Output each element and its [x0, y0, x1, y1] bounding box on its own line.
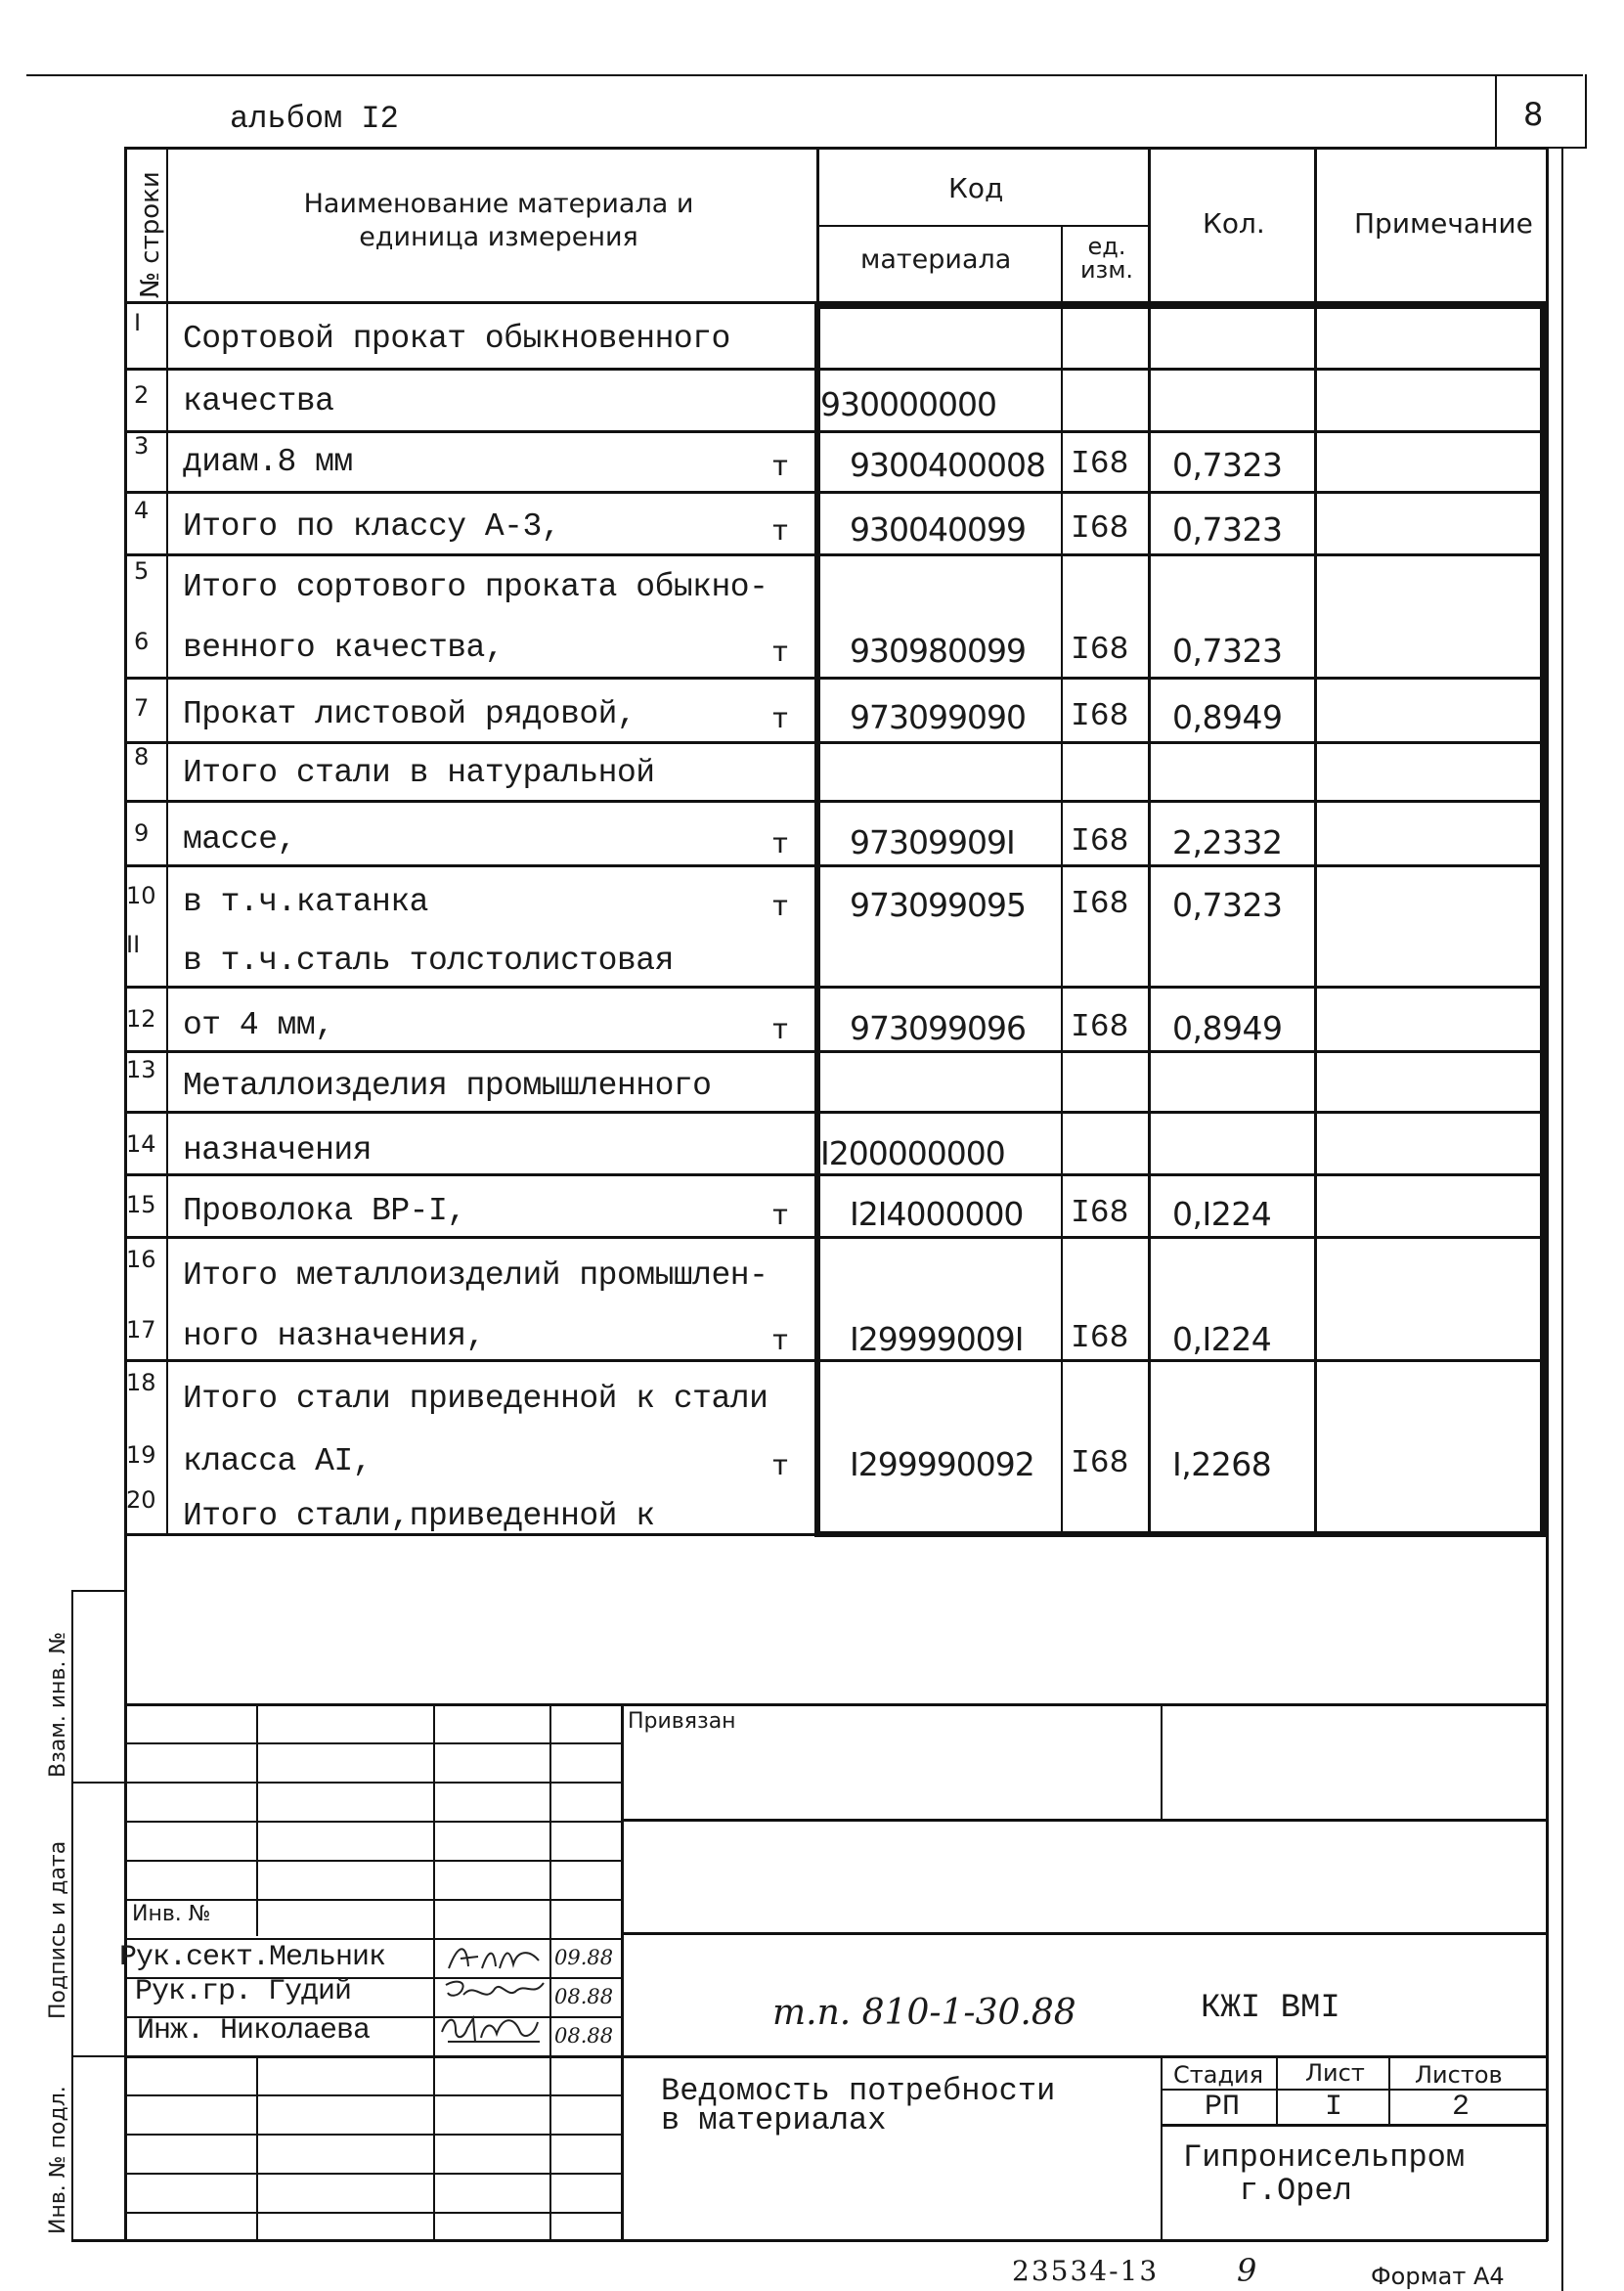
material-name: Итого по классу А-3,	[183, 508, 561, 545]
row-number: 6	[134, 628, 150, 655]
row-number: 4	[134, 497, 150, 524]
header-code-material: материала	[860, 244, 1012, 275]
material-name: Проволока ВР-I,	[183, 1193, 466, 1229]
row-number: 13	[126, 1056, 156, 1083]
material-name: массе,	[183, 821, 296, 858]
row-number: 15	[126, 1191, 156, 1218]
table-row	[124, 1054, 1546, 1113]
material-name: Итого стали в натуральной	[183, 755, 655, 791]
material-name: качества	[183, 383, 334, 419]
material-unit: т	[771, 638, 790, 671]
quantity: 0,7323	[1172, 886, 1283, 924]
header-code-unit: ед. изм.	[1079, 233, 1134, 284]
material-name: назначения	[183, 1132, 373, 1168]
material-name: Прокат листовой рядовой,	[183, 696, 636, 732]
header-row-no: № строки	[136, 171, 165, 298]
header-note: Примечание	[1354, 207, 1533, 240]
signer-2: Рук.гр. Гудий	[135, 1975, 352, 2008]
organization: Гипронисельпром г.Орел	[1183, 2139, 1466, 2209]
stamp-privyazan: Привязан	[628, 1709, 736, 1734]
table-row	[124, 929, 1546, 988]
archive-number: 23534-13	[1012, 2255, 1160, 2287]
signer-2-date: 08.88	[554, 1985, 614, 2008]
material-unit: т	[771, 516, 790, 550]
table-row	[124, 1244, 1546, 1302]
row-number: 8	[134, 743, 150, 771]
sheets-label: Листов	[1415, 2061, 1503, 2089]
signature-1	[445, 1941, 543, 1980]
stage-value: РП	[1205, 2091, 1241, 2124]
material-code: I2I4000000	[850, 1195, 1024, 1233]
table-row	[124, 741, 1546, 800]
material-name: Итого сортового проката обыкно-	[183, 569, 768, 605]
material-code: 930040099	[850, 510, 1026, 549]
row-number: 16	[126, 1246, 156, 1273]
material-code: 930980099	[850, 632, 1026, 670]
row-divider	[124, 800, 1548, 803]
signer-3: Инж. Николаева	[137, 2014, 371, 2048]
table-row	[124, 870, 1546, 929]
material-name: Итого стали,приведенной к	[183, 1498, 655, 1534]
material-unit: т	[771, 829, 790, 862]
row-number: 14	[126, 1130, 156, 1158]
page-number: 8	[1523, 96, 1544, 133]
side-label-podpis: Подпись и дата	[46, 1840, 70, 2019]
stamp-title: Ведомость потребности в материалах	[661, 2073, 1056, 2138]
stage-label: Стадия	[1173, 2061, 1264, 2089]
row-number: 19	[126, 1441, 156, 1469]
quantity: 0,8949	[1172, 698, 1283, 736]
quantity: 0,8949	[1172, 1009, 1283, 1047]
row-divider	[124, 677, 1548, 680]
material-unit: т	[771, 1326, 790, 1359]
unit-code: I68	[1071, 1320, 1129, 1356]
material-name: в т.ч.катанка	[183, 884, 428, 920]
side-label-inv-podl: Инв. № подл.	[46, 2086, 70, 2234]
side-label-vzam: Взам. инв. №	[46, 1631, 70, 1778]
material-unit: т	[771, 892, 790, 925]
header-name: Наименование материала и единица измерения	[303, 189, 694, 252]
unit-code: I68	[1071, 1195, 1129, 1231]
sheets-value: 2	[1452, 2091, 1470, 2124]
signer-1: Рук.сект.Мельник	[119, 1941, 386, 1974]
material-unit: т	[771, 1015, 790, 1048]
material-name: венного качества,	[183, 630, 505, 666]
sheet-value: I	[1325, 2091, 1343, 2124]
row-number: 5	[134, 557, 150, 585]
table-row	[124, 1484, 1546, 1543]
signature-3	[438, 2012, 548, 2051]
material-name: Металлоизделия промышленного	[183, 1068, 712, 1104]
unit-code: I68	[1071, 698, 1129, 734]
unit-code: I68	[1071, 1445, 1129, 1481]
quantity: 0,7323	[1172, 632, 1283, 670]
unit-code: I68	[1071, 446, 1129, 482]
material-code: I200000000	[820, 1134, 1005, 1172]
material-name: Итого стали приведенной к стали	[183, 1381, 768, 1417]
table-row	[124, 430, 1546, 489]
unit-code: I68	[1071, 510, 1129, 547]
row-number: 10	[126, 882, 156, 909]
material-unit: т	[771, 704, 790, 737]
material-unit: т	[771, 452, 790, 485]
unit-code: I68	[1071, 823, 1129, 859]
material-unit: т	[771, 1201, 790, 1234]
row-number: 7	[134, 694, 150, 722]
table-row	[124, 808, 1546, 866]
unit-code: I68	[1071, 886, 1129, 922]
row-number: 3	[134, 432, 150, 460]
signer-1-date: 09.88	[554, 1946, 614, 1969]
quantity: I,2268	[1172, 1445, 1272, 1483]
table-row	[124, 1119, 1546, 1177]
row-number: 18	[126, 1369, 156, 1396]
material-name: диам.8 мм	[183, 444, 353, 480]
quantity: 0,I224	[1172, 1320, 1272, 1358]
material-code: I29999009I	[850, 1320, 1024, 1358]
format-label: Формат А4	[1371, 2263, 1505, 2290]
table-row	[124, 1179, 1546, 1238]
table-row	[124, 495, 1546, 553]
material-code: 9300400008	[850, 446, 1045, 484]
project-code: т.п. 810-1-30.88	[772, 1993, 1076, 2033]
material-code: 973099095	[850, 886, 1026, 924]
material-unit: т	[771, 1451, 790, 1484]
quantity: 2,2332	[1172, 823, 1283, 861]
material-code: 930000000	[820, 385, 996, 423]
table-row	[124, 1367, 1546, 1426]
table-row	[124, 370, 1546, 428]
material-name: Итого металлоизделий промышлен-	[183, 1257, 768, 1294]
unit-code: I68	[1071, 632, 1129, 668]
material-name: класса АI,	[183, 1443, 373, 1479]
row-number: 17	[126, 1316, 156, 1344]
album-label: альбом I2	[230, 101, 399, 137]
row-number: 20	[126, 1486, 156, 1514]
material-code: 973099096	[850, 1009, 1026, 1047]
table-row	[124, 1304, 1546, 1363]
material-name: ного назначения,	[183, 1318, 485, 1354]
material-code: 973099090	[850, 698, 1026, 736]
header-code: Код	[948, 172, 1004, 204]
table-row	[124, 993, 1546, 1052]
material-name: в т.ч.сталь толстолистовая	[183, 943, 674, 979]
row-number: 2	[134, 381, 150, 409]
row-divider	[124, 491, 1548, 494]
table-row	[124, 555, 1546, 614]
doc-code: КЖI ВМI	[1201, 1990, 1340, 2027]
row-number: 12	[126, 1005, 156, 1033]
sheet-label: Лист	[1305, 2059, 1365, 2087]
row-number: I	[134, 309, 142, 336]
unit-code: I68	[1071, 1009, 1129, 1045]
signer-3-date: 08.88	[554, 2024, 614, 2048]
row-number: II	[126, 931, 141, 958]
material-code: 97309909I	[850, 823, 1015, 861]
table-row	[124, 307, 1546, 366]
material-code: I299990092	[850, 1445, 1034, 1483]
quantity: 0,7323	[1172, 510, 1283, 549]
table-row	[124, 683, 1546, 741]
material-name: Сортовой прокат обыкновенного	[183, 321, 730, 357]
quantity: 0,I224	[1172, 1195, 1272, 1233]
table-row	[124, 1430, 1546, 1488]
quantity: 0,7323	[1172, 446, 1283, 484]
header-qty: Кол.	[1203, 207, 1265, 240]
table-row	[124, 616, 1546, 675]
stamp-inv-no: Инв. №	[132, 1902, 211, 1926]
row-number: 9	[134, 819, 150, 847]
footer-page: 9	[1237, 2252, 1257, 2289]
material-name: от 4 мм,	[183, 1007, 334, 1043]
